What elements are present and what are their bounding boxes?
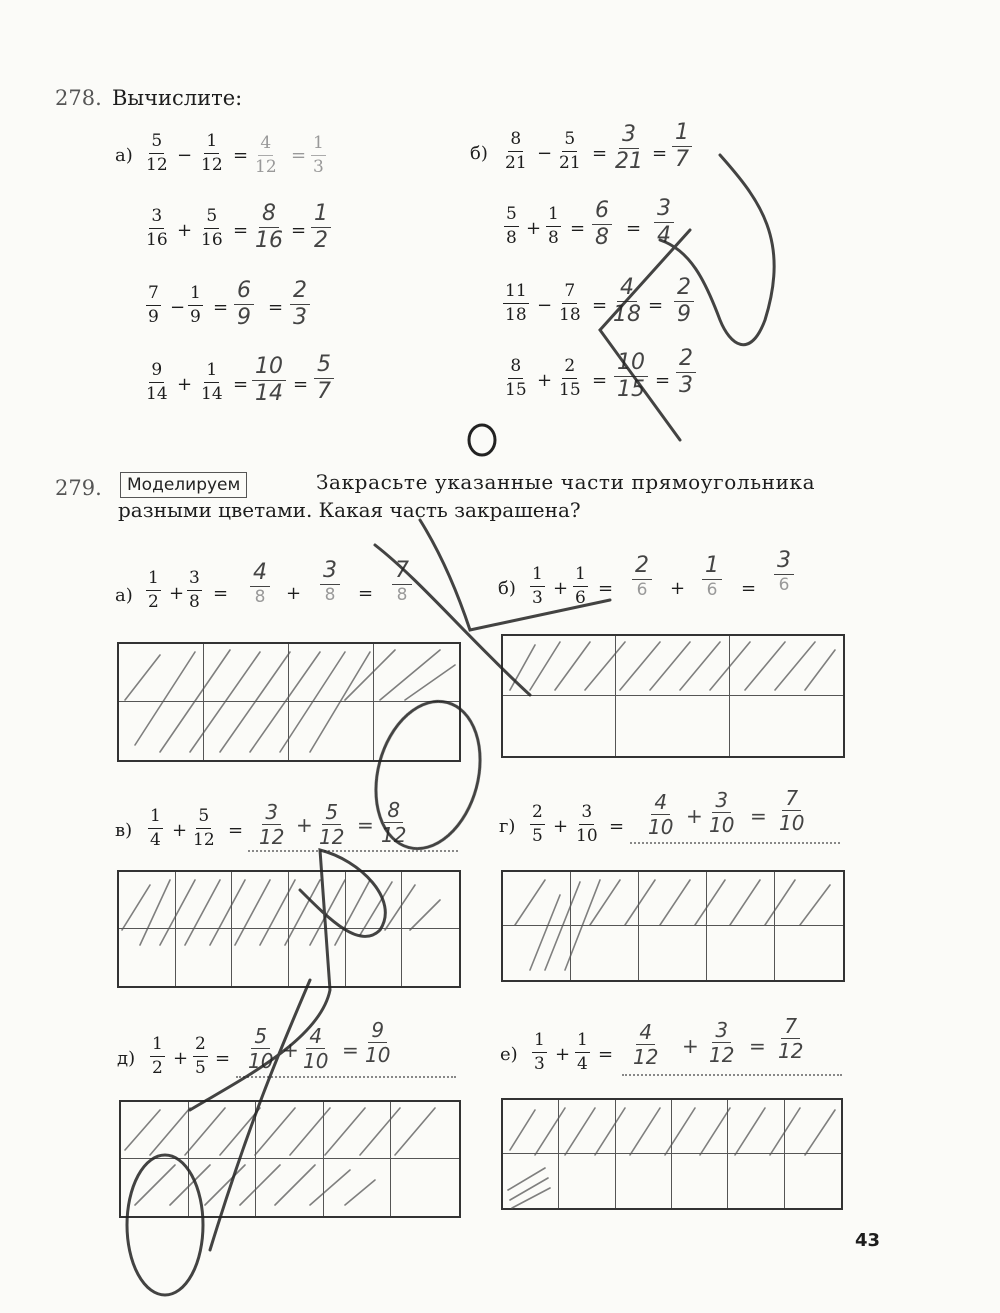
exercise-279-text-line1: Закрасьте указанные части прямоугольника [316, 470, 816, 494]
handwritten-fraction: 2 9 [674, 277, 694, 326]
equals: = [598, 1044, 614, 1065]
rectangle-grid-v [117, 870, 461, 988]
handwritten-fraction: 2 6 [620, 555, 664, 599]
rectangle-grid-d [119, 1100, 461, 1218]
handwritten-fraction: 3 12 [259, 800, 285, 849]
equals: = [570, 218, 586, 239]
operator: + [537, 370, 553, 391]
operator: − [537, 295, 553, 316]
handwritten-fraction: 5 10 [248, 1024, 274, 1073]
equals: = [291, 220, 307, 241]
plus: + [553, 578, 569, 599]
fraction: $\frac{11}{18}$ [505, 281, 527, 325]
handwritten-equals: = [749, 1034, 766, 1058]
handwritten-fraction: 5 7 [314, 354, 334, 403]
fraction: $\frac{2}{5}$ [532, 802, 543, 846]
rectangle-grid-e [501, 1098, 843, 1210]
task-v-label: в) [115, 820, 133, 841]
plus: + [670, 578, 686, 599]
equals: = [291, 145, 307, 166]
equals: = [652, 143, 668, 164]
operator: + [177, 220, 193, 241]
equals: = [626, 218, 642, 239]
fraction: $\frac{3}{10}$ [576, 802, 598, 846]
exercise-278-title: Вычислите: [112, 86, 243, 110]
task-a-label: а) [115, 585, 133, 606]
task-d-label: д) [117, 1048, 136, 1069]
fraction: $\frac{1}{2}$ [148, 568, 159, 612]
page-number: 43 [855, 1230, 881, 1251]
equals: = [293, 374, 309, 395]
handwritten-fraction: 3 10 [709, 788, 735, 837]
equals: = [648, 295, 664, 316]
handwritten-fraction: 4 8 [240, 562, 280, 606]
handwritten-fraction: 7 8 [382, 560, 422, 604]
equals: = [228, 820, 244, 841]
handwritten-fraction: 9 10 [365, 1018, 391, 1067]
handwritten-equals: = [342, 1038, 359, 1062]
equals: = [592, 370, 608, 391]
answer-dotted-line [248, 850, 458, 852]
fraction: $\frac{1}{3}$ [532, 564, 543, 608]
fraction: $\frac{1}{9}$ [190, 283, 201, 327]
fraction: $\frac{5}{21}$ [559, 129, 581, 173]
small-circle-mark [469, 425, 495, 455]
equals: = [358, 583, 374, 604]
grade-stroke [600, 230, 690, 440]
exercise-279-text-line2: разными цветами. Какая часть закрашена? [118, 498, 581, 522]
fraction: $\frac{2}{5}$ [195, 1034, 206, 1078]
plus: + [555, 1044, 571, 1065]
handwritten-fraction: 3 4 [654, 198, 674, 247]
rectangle-grid-g [501, 870, 845, 982]
exercise-278-number: 278. [55, 86, 102, 110]
equals: = [215, 1048, 231, 1069]
handwritten-fraction: 2 3 [290, 280, 310, 329]
handwritten-fraction: 3 8 [310, 560, 350, 604]
fraction: $\frac{8}{21}$ [505, 129, 527, 173]
handwritten-fraction: 10 15 [614, 352, 648, 401]
answer-fraction: $\frac{4}{12}$ [255, 133, 277, 177]
fraction: $\frac{7}{18}$ [559, 281, 581, 325]
topic-badge: Моделируем [120, 472, 247, 498]
answer-dotted-line [236, 1076, 456, 1078]
equals: = [233, 374, 249, 395]
fraction: $\frac{1}{14}$ [201, 360, 223, 404]
equals: = [592, 295, 608, 316]
handwritten-equals: = [750, 804, 767, 828]
operator: + [526, 218, 542, 239]
handwritten-fraction: 5 12 [319, 800, 345, 849]
fraction: $\frac{1}{4}$ [150, 806, 161, 850]
equals: = [233, 220, 249, 241]
fraction: $\frac{1}{2}$ [152, 1034, 163, 1078]
equals: = [741, 578, 757, 599]
fraction: $\frac{1}{4}$ [577, 1030, 588, 1074]
handwritten-fraction: 1 7 [672, 122, 692, 171]
equals: = [592, 143, 608, 164]
fraction: $\frac{5}{16}$ [201, 206, 223, 250]
handwritten-plus: + [686, 804, 703, 828]
plus: + [553, 816, 569, 837]
operator: − [177, 145, 193, 166]
fraction: $\frac{5}{8}$ [506, 204, 517, 248]
equals: = [233, 145, 249, 166]
handwritten-fraction: 4 10 [648, 790, 674, 839]
handwritten-fraction: 4 10 [303, 1024, 329, 1073]
task-b-label: б) [498, 578, 516, 599]
col-b-label: б) [470, 143, 488, 164]
fraction: $\frac{1}{12}$ [201, 131, 223, 175]
handwritten-fraction: 1 2 [311, 203, 331, 252]
handwritten-fraction: 3 21 [615, 122, 643, 174]
handwritten-fraction: 10 14 [252, 356, 286, 405]
rectangle-grid-a [117, 642, 461, 762]
plus: + [172, 820, 188, 841]
plus: + [286, 583, 302, 604]
fraction: $\frac{3}{8}$ [189, 568, 200, 612]
operator: − [537, 143, 553, 164]
exercise-279-number: 279. [55, 476, 102, 500]
fraction: $\frac{5}{12}$ [193, 806, 215, 850]
handwritten-plus: + [282, 1038, 299, 1062]
handwritten-fraction: 4 12 [633, 1020, 659, 1069]
handwritten-fraction: 6 9 [234, 280, 254, 329]
handwritten-fraction: 3 6 [762, 550, 806, 594]
task-g-label: г) [499, 816, 516, 837]
operator: + [177, 374, 193, 395]
handwritten-plus: + [682, 1034, 699, 1058]
col-a-label: а) [115, 145, 133, 166]
fraction: $\frac{1}{3}$ [534, 1030, 545, 1074]
handwritten-fraction: 4 18 [613, 275, 641, 327]
fraction: $\frac{8}{15}$ [505, 356, 527, 400]
equals: = [609, 816, 625, 837]
equals: = [268, 297, 284, 318]
fraction: $\frac{7}{9}$ [148, 283, 159, 327]
rectangle-grid-b [501, 634, 845, 758]
fraction: $\frac{9}{14}$ [146, 360, 168, 404]
task-e-label: е) [500, 1044, 518, 1065]
handwritten-fraction: 6 8 [592, 200, 612, 249]
plus: + [169, 583, 185, 604]
equals: = [655, 370, 671, 391]
handwritten-fraction: 2 3 [676, 348, 696, 397]
equals: = [598, 578, 614, 599]
handwritten-fraction: 1 6 [690, 555, 734, 599]
fraction: $\frac{1}{6}$ [575, 564, 586, 608]
handwritten-fraction: 8 12 [381, 798, 407, 847]
handwritten-fraction: 7 12 [778, 1014, 804, 1063]
fraction: $\frac{1}{8}$ [548, 204, 559, 248]
plus: + [173, 1048, 189, 1069]
handwritten-fraction: 3 12 [709, 1018, 735, 1067]
answer-dotted-line [622, 1074, 842, 1076]
handwritten-equals: = [357, 813, 374, 837]
fraction: $\frac{3}{16}$ [146, 206, 168, 250]
answer-fraction: $\frac{1}{3}$ [313, 133, 324, 177]
equals: = [213, 583, 229, 604]
handwritten-plus: + [296, 813, 313, 837]
handwritten-fraction: 7 10 [779, 786, 805, 835]
operator: − [170, 297, 186, 318]
answer-dotted-line [630, 842, 840, 844]
fraction: $\frac{2}{15}$ [559, 356, 581, 400]
fraction: $\frac{5}{12}$ [146, 131, 168, 175]
handwritten-fraction: 8 16 [255, 201, 283, 253]
equals: = [213, 297, 229, 318]
